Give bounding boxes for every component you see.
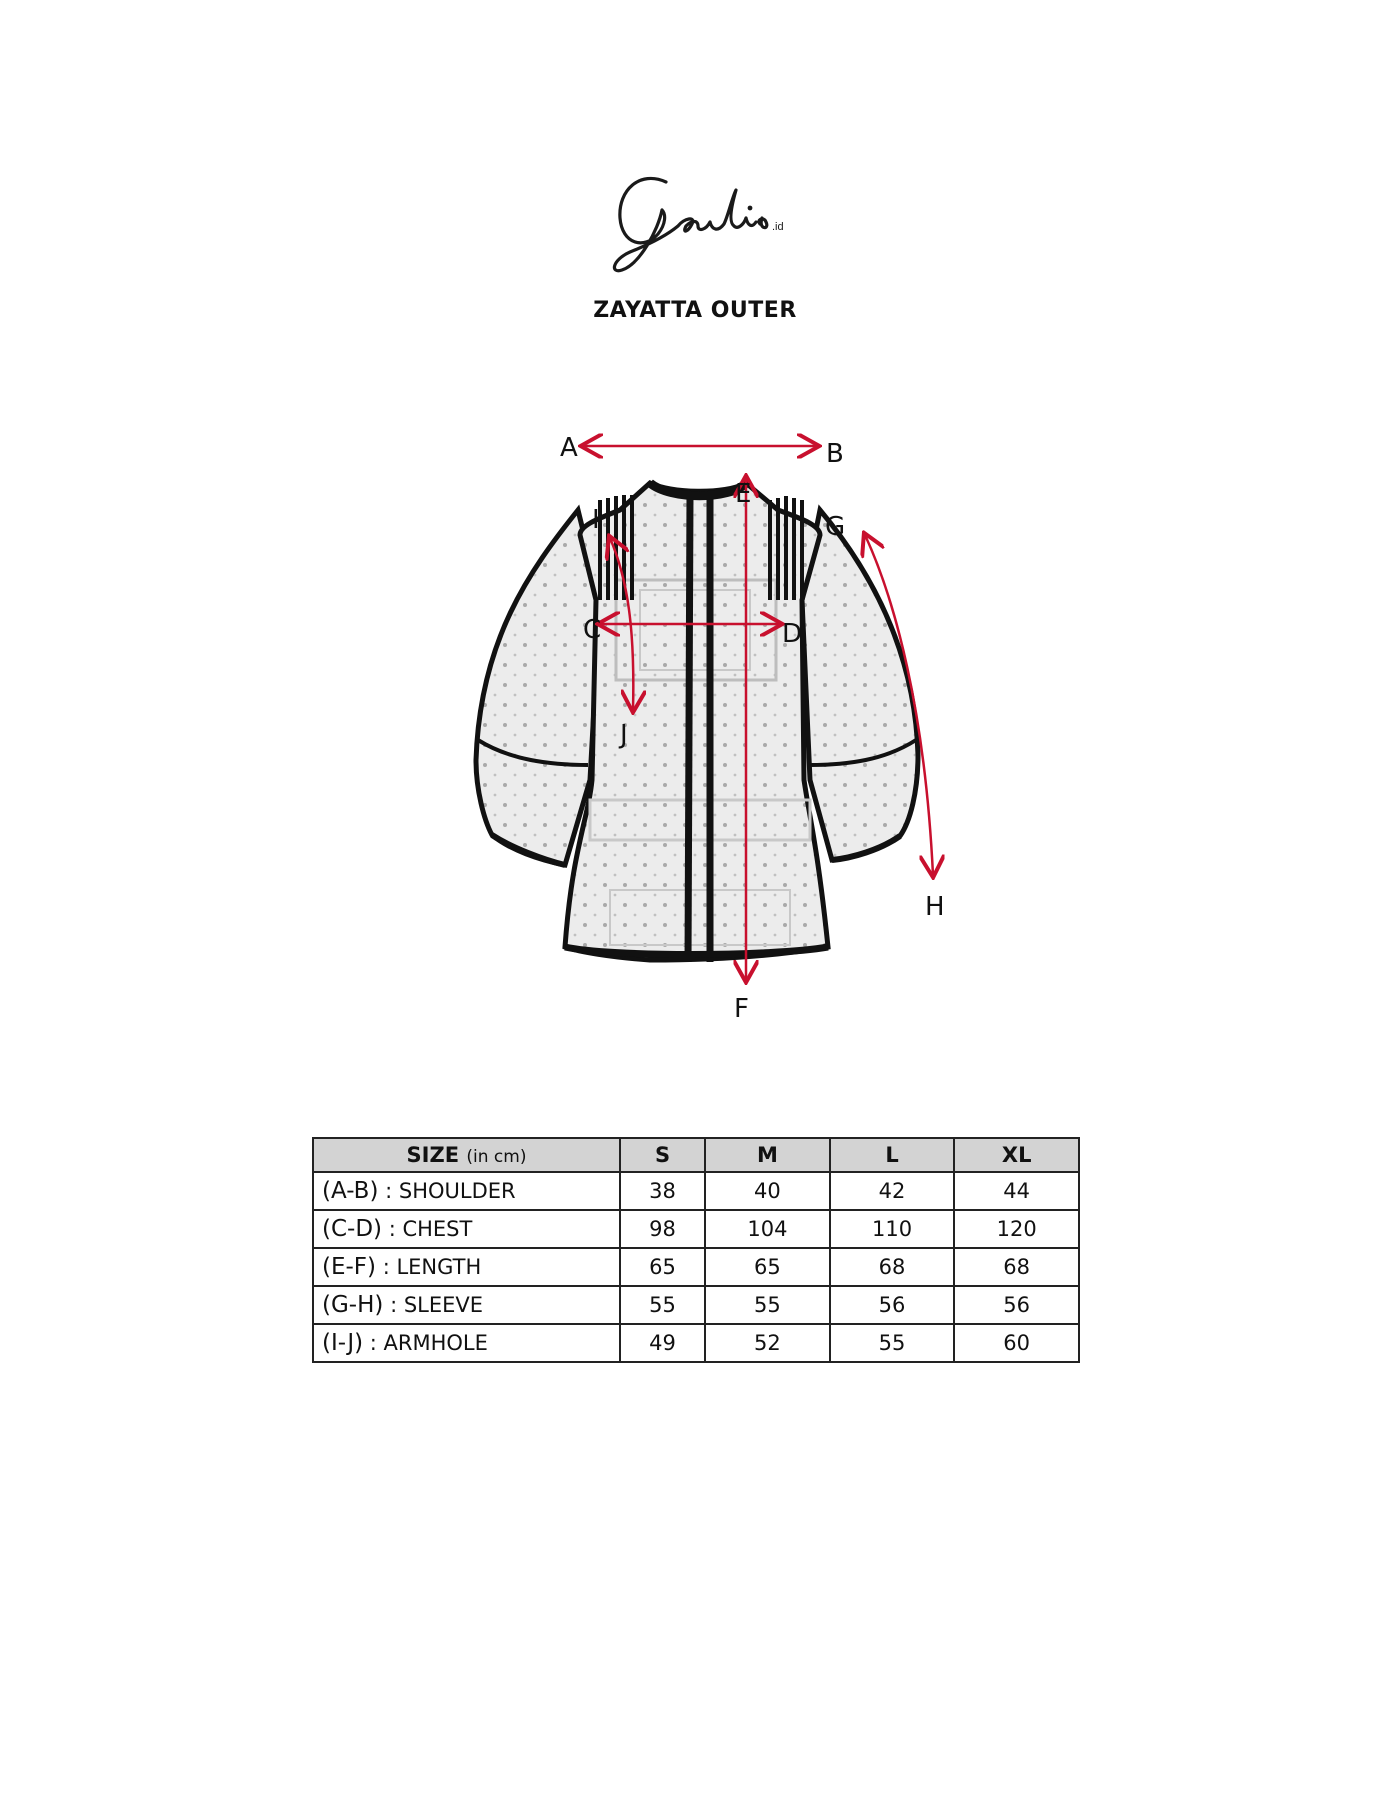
cell-value: 60 [954,1324,1079,1362]
row-code: (I-J) [322,1330,364,1356]
garment-measurement-diagram [440,420,1000,1040]
point-f-label: F [734,994,749,1024]
cell-value: 68 [830,1248,955,1286]
table-header-row [313,1138,1079,1172]
point-a-label: A [560,433,578,463]
cell-value: 49 [620,1324,705,1362]
cell-value: 120 [954,1210,1079,1248]
cell-value: 38 [620,1172,705,1210]
row-code: (G-H) [322,1292,384,1318]
table-row [313,1286,1079,1324]
header-unit-text: (in cm) [466,1147,527,1167]
cell-value: 98 [620,1210,705,1248]
table-row [313,1248,1079,1286]
row-name: : CHEST [388,1217,473,1241]
cell-value: 55 [705,1286,830,1324]
cell-value: 110 [830,1210,955,1248]
brand-logo [600,160,800,280]
cell-value: 52 [705,1324,830,1362]
row-code: (A-B) [322,1178,379,1204]
row-label [313,1286,620,1324]
point-b-label: B [826,439,844,469]
product-title: ZAYATTA OUTER [593,298,797,323]
cell-value: 104 [705,1210,830,1248]
row-code: (C-D) [322,1216,383,1242]
header-size-l: L [830,1138,955,1172]
header-size-m: M [705,1138,830,1172]
table-row [313,1210,1079,1248]
cell-value: 56 [830,1286,955,1324]
cell-value: 55 [620,1286,705,1324]
header-size-s: S [620,1138,705,1172]
point-j-label: J [620,720,628,750]
point-d-label: D [782,619,803,649]
row-name: : SLEEVE [390,1293,484,1317]
point-g-label: G [825,512,846,542]
header-size-text: SIZE [406,1143,460,1167]
row-label [313,1248,620,1286]
cell-value: 65 [620,1248,705,1286]
size-chart-table [312,1137,1080,1363]
table-row [313,1172,1079,1210]
cell-value: 55 [830,1324,955,1362]
cell-value: 68 [954,1248,1079,1286]
left-sleeve [476,510,600,865]
right-sleeve [802,510,918,860]
point-e-label: E [735,479,752,509]
row-label [313,1172,620,1210]
row-name: : SHOULDER [385,1179,516,1203]
row-name: : ARMHOLE [369,1331,488,1355]
cell-value: 44 [954,1172,1079,1210]
cell-value: 65 [705,1248,830,1286]
header-size-label [313,1138,620,1172]
cell-value: 42 [830,1172,955,1210]
row-code: (E-F) [322,1254,377,1280]
row-label [313,1210,620,1248]
table-row [313,1324,1079,1362]
logo-suffix: .id [772,221,784,233]
header-size-xl: XL [954,1138,1079,1172]
garment-body [565,483,828,960]
cell-value: 40 [705,1172,830,1210]
row-name: : LENGTH [382,1255,482,1279]
point-h-label: H [925,892,945,922]
row-label [313,1324,620,1362]
cell-value: 56 [954,1286,1079,1324]
point-c-label: C [583,615,602,645]
point-i-label: I [592,505,600,535]
